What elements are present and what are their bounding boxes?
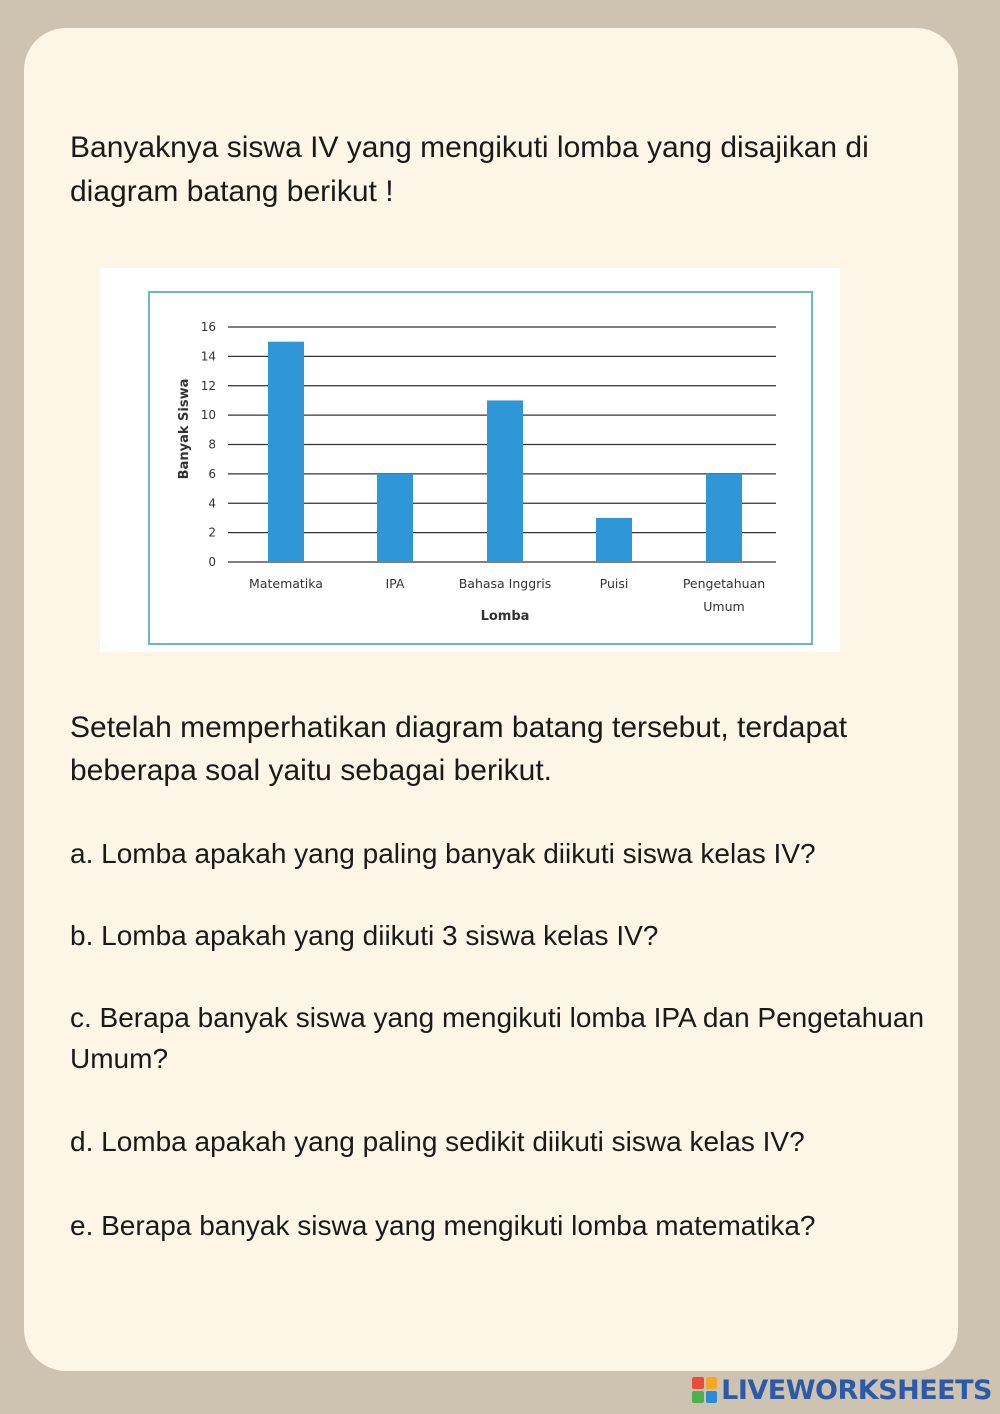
y-tick-label: 4	[208, 496, 216, 511]
y-tick-label: 12	[200, 378, 216, 393]
y-tick-label: 14	[200, 349, 216, 364]
chart-frame	[149, 292, 812, 644]
bar-ipa	[377, 474, 413, 562]
question-c: c. Berapa banyak siswa yang mengikuti lomba IPA dan Pengetahuan Umum?	[70, 1002, 925, 1074]
bar-bahasa-inggris	[487, 400, 523, 562]
question-d: d. Lomba apakah yang paling sedikit diikuti siswa kelas IV?	[70, 1126, 805, 1157]
bar-pengetahuan-umum	[706, 474, 742, 562]
x-axis-label: Lomba	[480, 609, 530, 624]
bar-puisi	[596, 518, 632, 562]
instruction-text: Setelah memperhatikan diagram batang tersebut, terdapat beberapa soal yaitu sebagai berikut.	[70, 711, 848, 787]
intro-text: Banyaknya siswa IV yang mengikuti lomba yang disajikan di diagram batang berikut !	[70, 131, 869, 208]
x-tick-label: Puisi	[599, 576, 629, 591]
y-tick-label: 8	[208, 437, 216, 452]
brand-name: LIVEWORKSHEETS	[721, 1374, 992, 1406]
x-tick-label: Bahasa Inggris	[458, 576, 552, 591]
worksheet-card	[24, 28, 958, 1371]
x-tick-label: IPA	[385, 576, 405, 591]
liveworksheets-brand	[692, 1372, 992, 1408]
question-e: e. Berapa banyak siswa yang mengikuti lomba matematika?	[70, 1210, 816, 1241]
y-tick-label: 16	[200, 320, 216, 334]
liveworksheets-logo-icon	[692, 1377, 717, 1403]
question-b: b. Lomba apakah yang diikuti 3 siswa kelas IV?	[70, 920, 659, 951]
y-axis-label: Banyak Siswa	[177, 378, 192, 480]
bar-chart	[100, 268, 840, 652]
bar-chart-svg	[100, 268, 840, 652]
y-tick-label: 2	[208, 525, 216, 540]
bar-matematika	[268, 342, 304, 562]
question-a: a. Lomba apakah yang paling banyak diikuti siswa kelas IV?	[70, 838, 816, 869]
x-tick-label: Matematika	[249, 576, 323, 591]
y-tick-label: 6	[208, 466, 216, 481]
y-tick-label: 0	[208, 555, 216, 569]
y-tick-label: 10	[200, 408, 216, 423]
x-tick-label: Pengetahuan Umum	[682, 576, 766, 614]
